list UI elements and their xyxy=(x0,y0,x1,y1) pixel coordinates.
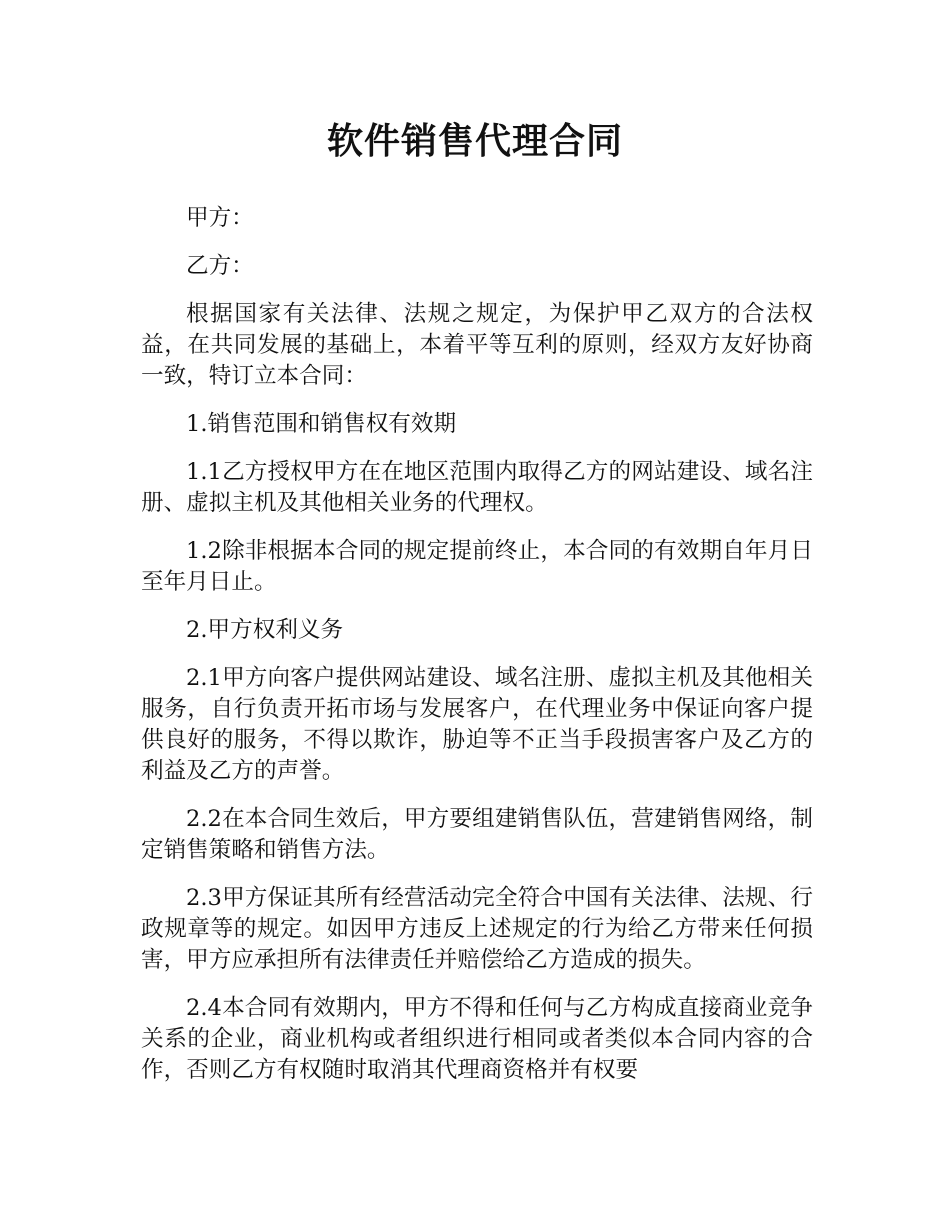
clause-1-2: 1.2除非根据本合同的规定提前终止，本合同的有效期自年月日至年月日止。 xyxy=(141,538,813,595)
clause-2-3: 2.3甲方保证其所有经营活动完全符合中国有关法律、法规、行政规章等的规定。如因甲方违反上述规定的行为给乙方带来任何损害，甲方应承担所有法律责任并赔偿给乙方造成的损失。 xyxy=(141,885,813,973)
section-heading-1: 1.销售范围和销售权有效期 xyxy=(186,411,457,437)
clause-2-4: 2.4本合同有效期内，甲方不得和任何与乙方构成直接商业竞争关系的企业，商业机构或者组织进行相同或者类似本合同内容的合作，否则乙方有权随时取消其代理商资格并有权要 xyxy=(141,995,813,1083)
clause-2-1: 2.1甲方向客户提供网站建设、域名注册、虚拟主机及其他相关服务，自行负责开拓市场与发展客户，在代理业务中保证向客户提供良好的服务，不得以欺诈，胁迫等不正当手段损害客户及乙方的利益及乙方的声誉。 xyxy=(141,665,813,784)
clause-1-1: 1.1乙方授权甲方在在地区范围内取得乙方的网站建设、域名注册、虚拟主机及其他相关业务的代理权。 xyxy=(141,459,813,516)
party-b-line: 乙方： xyxy=(186,253,254,279)
document-title: 软件销售代理合同 xyxy=(326,121,623,162)
preamble-paragraph: 根据国家有关法律、法规之规定，为保护甲乙双方的合法权益，在共同发展的基础上，本着平等互利的原则，经双方友好协商一致，特订立本合同： xyxy=(141,301,813,389)
section-heading-2: 2.甲方权利义务 xyxy=(186,617,344,643)
clause-2-2: 2.2在本合同生效后，甲方要组建销售队伍，营建销售网络，制定销售策略和销售方法。 xyxy=(141,806,813,863)
party-a-line: 甲方： xyxy=(186,205,254,231)
document-body xyxy=(141,203,813,1103)
